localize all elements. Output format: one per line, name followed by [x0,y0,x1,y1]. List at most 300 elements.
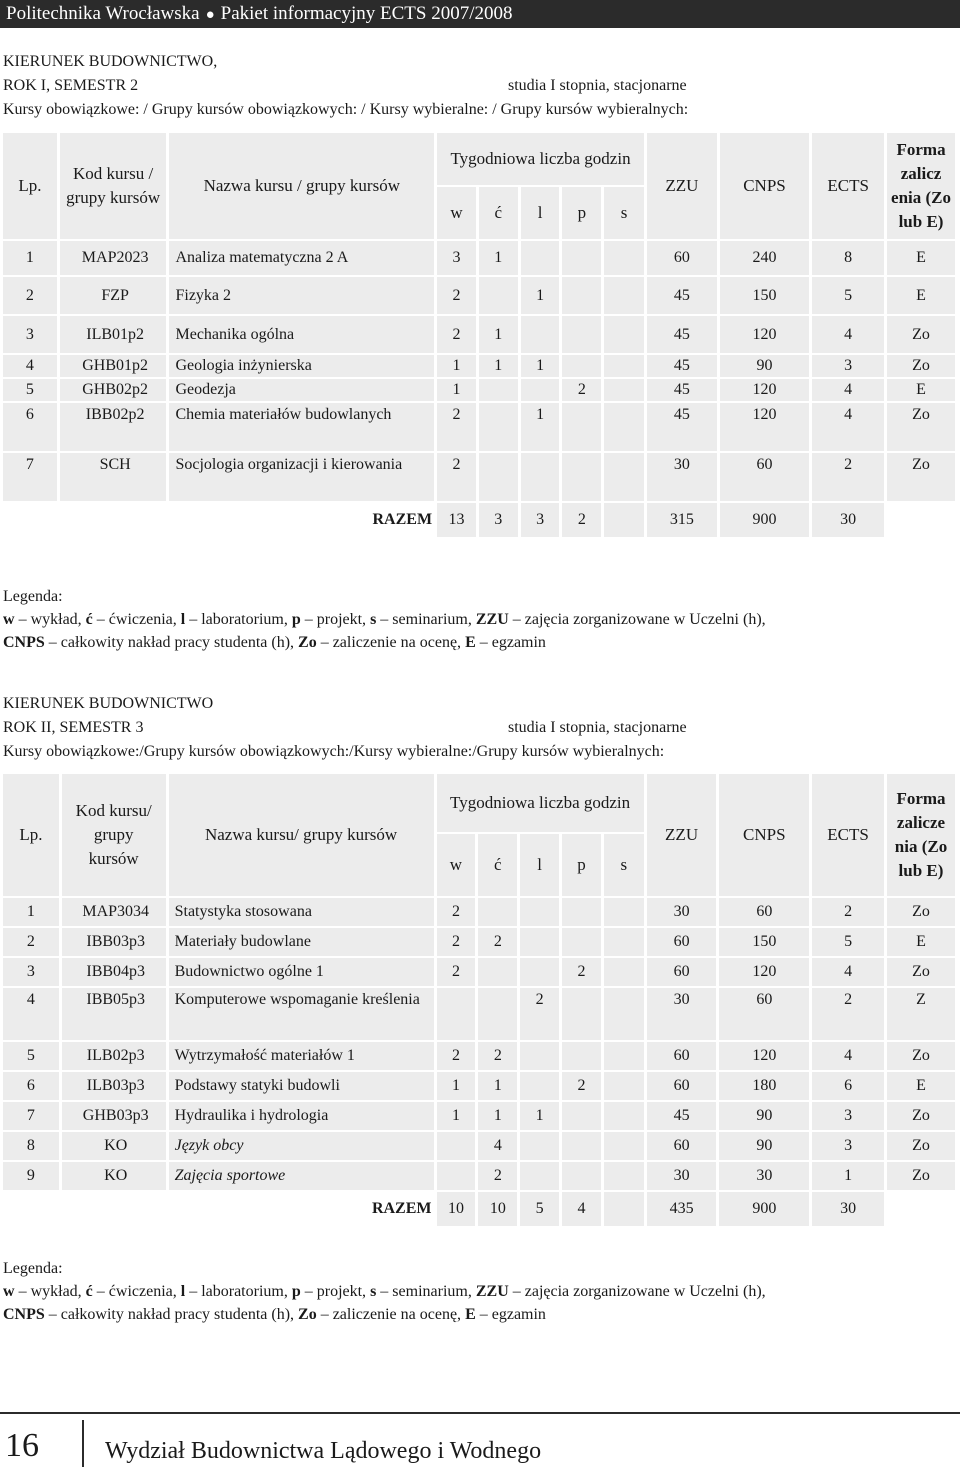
col-name: Nazwa kursu/ grupy kursów [169,774,434,896]
cell-zzu: 45 [647,1102,717,1130]
cell-ects: 4 [812,316,884,353]
cell-cnps: 60 [719,988,809,1040]
col-lp: Lp. [3,133,57,239]
table-row [3,403,955,451]
legend-cnps-text: – całkowity nakład pracy studenta (h), [44,634,299,651]
cell-kod: SCH [60,453,167,501]
sem2-year-line [3,74,953,98]
cell-cnps: 90 [719,1102,809,1130]
legend-1-line-1 [3,608,953,631]
cell-forma: Z [887,988,955,1040]
cell-zzu: 45 [647,316,717,353]
cell-s [604,898,644,926]
cell-p [562,1102,601,1130]
cell-lp: 1 [3,241,57,275]
table-row [3,988,955,1040]
cell-zzu: 45 [647,403,717,451]
cell-zzu: 60 [647,928,717,956]
sem3-study-mode: studia I stopnia, stacjonarne [508,719,687,736]
legend-e-key: E [465,634,476,651]
cell-l [520,958,559,986]
cell-s [604,379,644,401]
cell-p [562,403,601,451]
cell-zzu: 45 [647,277,717,314]
cell-kod: GHB02p2 [60,379,167,401]
cell-p: 2 [562,1072,601,1100]
cell-cnps: 60 [720,453,810,501]
cell-s [604,277,644,314]
col-zzu: ZZU [647,133,717,239]
cell-w [437,1162,476,1190]
cell-ects: 6 [812,1072,884,1100]
cell-kod: MAP2023 [60,241,167,275]
cell-nazwa: Budownictwo ogólne 1 [169,958,434,986]
cell-zzu: 45 [647,355,717,377]
sem2-field-line [3,50,953,74]
sem2-year-label: ROK I, SEMESTR 2 [3,77,139,94]
footer-rule [0,1412,960,1414]
cell-p [562,277,601,314]
cell-c [478,898,517,926]
cell-s [604,241,644,275]
totals-spacer [3,1192,166,1226]
cell-l [521,241,560,275]
cell-nazwa: Zajęcia sportowe [169,1162,434,1190]
total-cnps: 900 [719,1192,809,1226]
total-w: 13 [437,503,476,537]
cell-kod: MAP3034 [62,898,166,926]
total-p: 4 [562,1192,601,1226]
cell-ects: 4 [812,379,884,401]
legend-zo-text: – zaliczenie na ocenę, [316,634,466,651]
totals-end-spacer [887,1192,955,1226]
cell-l [521,316,560,353]
cell-kod: ILB03p3 [62,1072,166,1100]
cell-forma: Zo [887,958,955,986]
cell-s [604,316,644,353]
cell-s [604,1102,644,1130]
cell-lp: 2 [3,928,59,956]
col-s: s [604,187,644,239]
cell-c [479,453,518,501]
table-row [3,379,955,401]
cell-c: 1 [478,1072,517,1100]
cell-cnps: 120 [720,379,810,401]
sem2-course-types-label: Kursy obowiązkowe: / Grupy kursów obowiązkowych: / Kursy wybieralne: / Grupy kursów wybieralnych: [3,101,689,118]
cell-lp: 1 [3,898,59,926]
sem2-study-mode: studia I stopnia, stacjonarne [508,77,687,94]
legend-w-key: w [3,611,15,628]
total-ects: 30 [812,1192,884,1226]
cell-kod: IBB02p2 [60,403,167,451]
cell-w: 2 [437,453,476,501]
cell-lp: 3 [3,316,57,353]
cell-zzu: 60 [647,1042,717,1070]
legend-l-text: – laboratorium, [185,1283,292,1300]
cell-nazwa: Mechanika ogólna [169,316,434,353]
cell-lp: 2 [3,277,57,314]
col-p: p [562,187,601,239]
cell-p [562,241,601,275]
legend-zo-key: Zo [298,634,317,651]
cell-cnps: 120 [719,1042,809,1070]
cell-nazwa: Geologia inżynierska [169,355,434,377]
cell-w: 2 [437,898,476,926]
legend-cnps-key: CNPS [3,634,45,651]
cell-cnps: 240 [720,241,810,275]
cell-s [604,1042,644,1070]
cell-forma: Zo [887,453,955,501]
legend-zo-text: – zaliczenie na ocenę, [316,1306,466,1323]
cell-l: 1 [521,277,560,314]
legend-cnps-key: CNPS [3,1306,45,1323]
cell-cnps: 150 [719,928,809,956]
semester-2-section [3,50,953,122]
total-p: 2 [562,503,601,537]
col-c: ć [478,834,517,896]
table-row [3,453,955,501]
cell-zzu: 30 [647,1162,717,1190]
cell-p [562,1162,601,1190]
legend-e-text: – egzamin [475,634,546,651]
table-row [3,1102,955,1130]
cell-lp: 3 [3,958,59,986]
cell-forma: Zo [887,1042,955,1070]
legend-zzu-text: – zajęcia zorganizowane w Uczelni (h), [508,611,766,628]
cell-ects: 1 [812,1162,884,1190]
col-cnps: CNPS [719,774,809,896]
cell-nazwa: Socjologia organizacji i kierowania [169,453,434,501]
cell-forma: Zo [887,1132,955,1160]
cell-l [520,928,559,956]
footer-divider [82,1420,84,1467]
legend-1-line-2 [3,631,953,654]
cell-nazwa: Analiza matematyczna 2 A [169,241,434,275]
cell-w: 2 [437,1042,476,1070]
sem3-field-label: KIERUNEK BUDOWNICTWO [3,695,214,712]
legend-p-key: p [291,611,301,628]
cell-kod: ILB01p2 [60,316,167,353]
table-row [3,1162,955,1190]
cell-c [479,403,518,451]
col-s: s [604,834,644,896]
cell-lp: 9 [3,1162,59,1190]
cell-forma: Zo [887,898,955,926]
cell-cnps: 90 [719,1132,809,1160]
cell-w: 2 [437,403,476,451]
total-s [604,503,644,537]
col-code: Kod kursu / grupy kursów [60,133,167,239]
cell-s [604,988,644,1040]
cell-zzu: 60 [647,241,717,275]
cell-zzu: 60 [647,1072,717,1100]
legend-e-text: – egzamin [475,1306,546,1323]
table-row [3,928,955,956]
cell-nazwa: Materiały budowlane [169,928,434,956]
col-form: Forma zalicze nia (Zo lub E) [887,774,955,896]
table-row [3,1132,955,1160]
cell-ects: 5 [812,277,884,314]
legend-2-line-2 [3,1303,953,1326]
header-university: Politechnika Wrocławska [6,3,200,24]
legend-zo-key: Zo [298,1306,317,1323]
cell-p: 2 [562,379,601,401]
cell-forma: Zo [887,1162,955,1190]
legend-c-key: ć [85,611,93,628]
cell-c: 1 [479,241,518,275]
cell-nazwa: Chemia materiałów budowlanych [169,403,434,451]
cell-l [520,1162,559,1190]
cell-s [604,355,644,377]
cell-lp: 8 [3,1132,59,1160]
cell-p [562,1042,601,1070]
cell-forma: E [887,277,955,314]
cell-zzu: 60 [647,958,717,986]
cell-w: 3 [437,241,476,275]
cell-l: 1 [521,403,560,451]
cell-forma: Zo [887,1102,955,1130]
legend-w-text: – wykład, [14,611,86,628]
legend-c-text: – ćwiczenia, [92,1283,181,1300]
cell-l: 1 [520,1102,559,1130]
cell-zzu: 45 [647,379,717,401]
col-w: w [437,834,476,896]
cell-nazwa: Geodezja [169,379,434,401]
totals-row [3,1192,955,1226]
cell-ects: 4 [812,403,884,451]
total-s [604,1192,644,1226]
cell-kod: FZP [60,277,167,314]
cell-c: 2 [478,1162,517,1190]
semester-3-section [3,692,953,764]
cell-kod: KO [62,1132,166,1160]
sem3-header-row [3,774,955,832]
cell-kod: GHB03p3 [62,1102,166,1130]
cell-l [520,1042,559,1070]
col-cnps: CNPS [720,133,810,239]
cell-w: 1 [437,355,476,377]
table-row [3,1042,955,1070]
legend-zzu-text: – zajęcia zorganizowane w Uczelni (h), [508,1283,766,1300]
page-number: 16 [5,1427,39,1464]
cell-ects: 2 [812,898,884,926]
cell-w [437,1132,476,1160]
legend-cnps-text: – całkowity nakład pracy studenta (h), [44,1306,299,1323]
sem2-header-row [3,133,955,185]
col-weekly-hours: Tygodniowa liczba godzin [437,774,644,832]
sem3-course-types [3,740,953,764]
cell-ects: 3 [812,355,884,377]
col-lp: Lp. [3,774,59,896]
cell-p [562,898,601,926]
table-row [3,241,955,275]
legend-p-key: p [291,1283,301,1300]
legend-w-text: – wykład, [14,1283,86,1300]
legend-e-key: E [465,1306,476,1323]
sem2-course-table [0,131,958,539]
bullet-icon: ● [205,7,215,23]
cell-forma: E [887,1072,955,1100]
cell-cnps: 90 [720,355,810,377]
cell-nazwa: Komputerowe wspomaganie kreślenia [169,988,434,1040]
cell-s [604,403,644,451]
cell-lp: 7 [3,1102,59,1130]
cell-lp: 5 [3,379,57,401]
cell-ects: 2 [812,453,884,501]
cell-ects: 5 [812,928,884,956]
cell-s [604,958,644,986]
cell-s [604,1132,644,1160]
legend-w-key: w [3,1283,15,1300]
cell-c: 2 [478,928,517,956]
cell-c [478,958,517,986]
col-weekly-hours: Tygodniowa liczba godzin [437,133,644,185]
cell-c: 1 [479,355,518,377]
legend-s-text: – seminarium, [376,1283,476,1300]
col-zzu: ZZU [647,774,717,896]
cell-cnps: 150 [720,277,810,314]
cell-cnps: 120 [719,958,809,986]
legend-s-text: – seminarium, [376,611,476,628]
legend-2-line-1 [3,1280,953,1303]
cell-ects: 3 [812,1132,884,1160]
cell-forma: Zo [887,316,955,353]
cell-w: 1 [437,1072,476,1100]
cell-nazwa: Hydraulika i hydrologia [169,1102,434,1130]
cell-zzu: 30 [647,898,717,926]
page-header [0,0,960,28]
cell-nazwa: Wytrzymałość materiałów 1 [169,1042,434,1070]
cell-forma: E [887,241,955,275]
cell-w: 1 [437,1102,476,1130]
cell-nazwa: Statystyka stosowana [169,898,434,926]
cell-l [520,1072,559,1100]
cell-s [604,1072,644,1100]
cell-zzu: 30 [647,453,717,501]
cell-zzu: 30 [647,988,717,1040]
cell-kod: ILB02p3 [62,1042,166,1070]
legend-2-title: Legenda: [3,1260,63,1277]
cell-kod: IBB03p3 [62,928,166,956]
cell-nazwa: Język obcy [169,1132,434,1160]
cell-c: 1 [479,316,518,353]
cell-lp: 4 [3,988,59,1040]
cell-kod: GHB01p2 [60,355,167,377]
cell-w: 1 [437,379,476,401]
cell-ects: 4 [812,958,884,986]
cell-c [478,988,517,1040]
cell-forma: E [887,928,955,956]
cell-l: 1 [521,355,560,377]
sem3-year-line [3,716,953,740]
cell-p [562,1132,601,1160]
total-c: 10 [478,1192,517,1226]
sem2-table-body [3,241,955,537]
cell-s [604,453,644,501]
col-w: w [437,187,476,239]
legend-p-text: – projekt, [300,1283,371,1300]
col-code: Kod kursu/ grupy kursów [62,774,166,896]
legend-c-text: – ćwiczenia, [92,611,181,628]
cell-p [562,453,601,501]
cell-w: 2 [437,928,476,956]
table-row [3,1072,955,1100]
cell-ects: 4 [812,1042,884,1070]
cell-cnps: 60 [719,898,809,926]
totals-label: RAZEM [372,511,433,528]
total-c: 3 [479,503,518,537]
col-form: Forma zalicz enia (Zo lub E) [887,133,955,239]
page-footer [0,1412,960,1467]
sem3-table-body [3,898,955,1226]
cell-c: 1 [478,1102,517,1130]
cell-ects: 2 [812,988,884,1040]
cell-cnps: 120 [720,316,810,353]
legend-zzu-key: ZZU [475,611,509,628]
sem3-field-line [3,692,953,716]
col-l: l [520,834,559,896]
col-l: l [521,187,560,239]
table-row [3,355,955,377]
col-c: ć [479,187,518,239]
totals-spacer [3,503,166,537]
table-row [3,316,955,353]
legend-p-text: – projekt, [300,611,371,628]
cell-nazwa: Podstawy statyki budowli [169,1072,434,1100]
total-zzu: 315 [647,503,717,537]
totals-end-spacer [887,503,955,537]
cell-l [521,453,560,501]
total-w: 10 [437,1192,476,1226]
total-cnps: 900 [720,503,810,537]
cell-lp: 7 [3,453,57,501]
cell-c [479,277,518,314]
cell-l [521,379,560,401]
cell-c: 2 [478,1042,517,1070]
legend-l-text: – laboratorium, [185,611,292,628]
cell-zzu: 60 [647,1132,717,1160]
faculty-name: Wydział Budownictwa Lądowego i Wodnego [105,1438,542,1464]
legend-1 [3,585,953,654]
cell-w: 2 [437,958,476,986]
col-ects: ECTS [812,774,884,896]
cell-kod: IBB05p3 [62,988,166,1040]
cell-lp: 6 [3,403,57,451]
col-p: p [562,834,601,896]
legend-zzu-key: ZZU [475,1283,509,1300]
total-ects: 30 [812,503,884,537]
cell-l: 2 [520,988,559,1040]
cell-ects: 3 [812,1102,884,1130]
cell-lp: 6 [3,1072,59,1100]
cell-w: 2 [437,316,476,353]
cell-w: 2 [437,277,476,314]
cell-forma: E [887,379,955,401]
cell-c [479,379,518,401]
cell-p [562,316,601,353]
cell-forma: Zo [887,403,955,451]
total-zzu: 435 [647,1192,717,1226]
cell-cnps: 30 [719,1162,809,1190]
cell-c: 4 [478,1132,517,1160]
cell-p: 2 [562,958,601,986]
legend-l-key: l [180,611,186,628]
legend-2 [3,1257,953,1326]
cell-cnps: 180 [719,1072,809,1100]
legend-s-key: s [370,611,377,628]
cell-p [562,988,601,1040]
totals-label: RAZEM [371,1200,432,1217]
